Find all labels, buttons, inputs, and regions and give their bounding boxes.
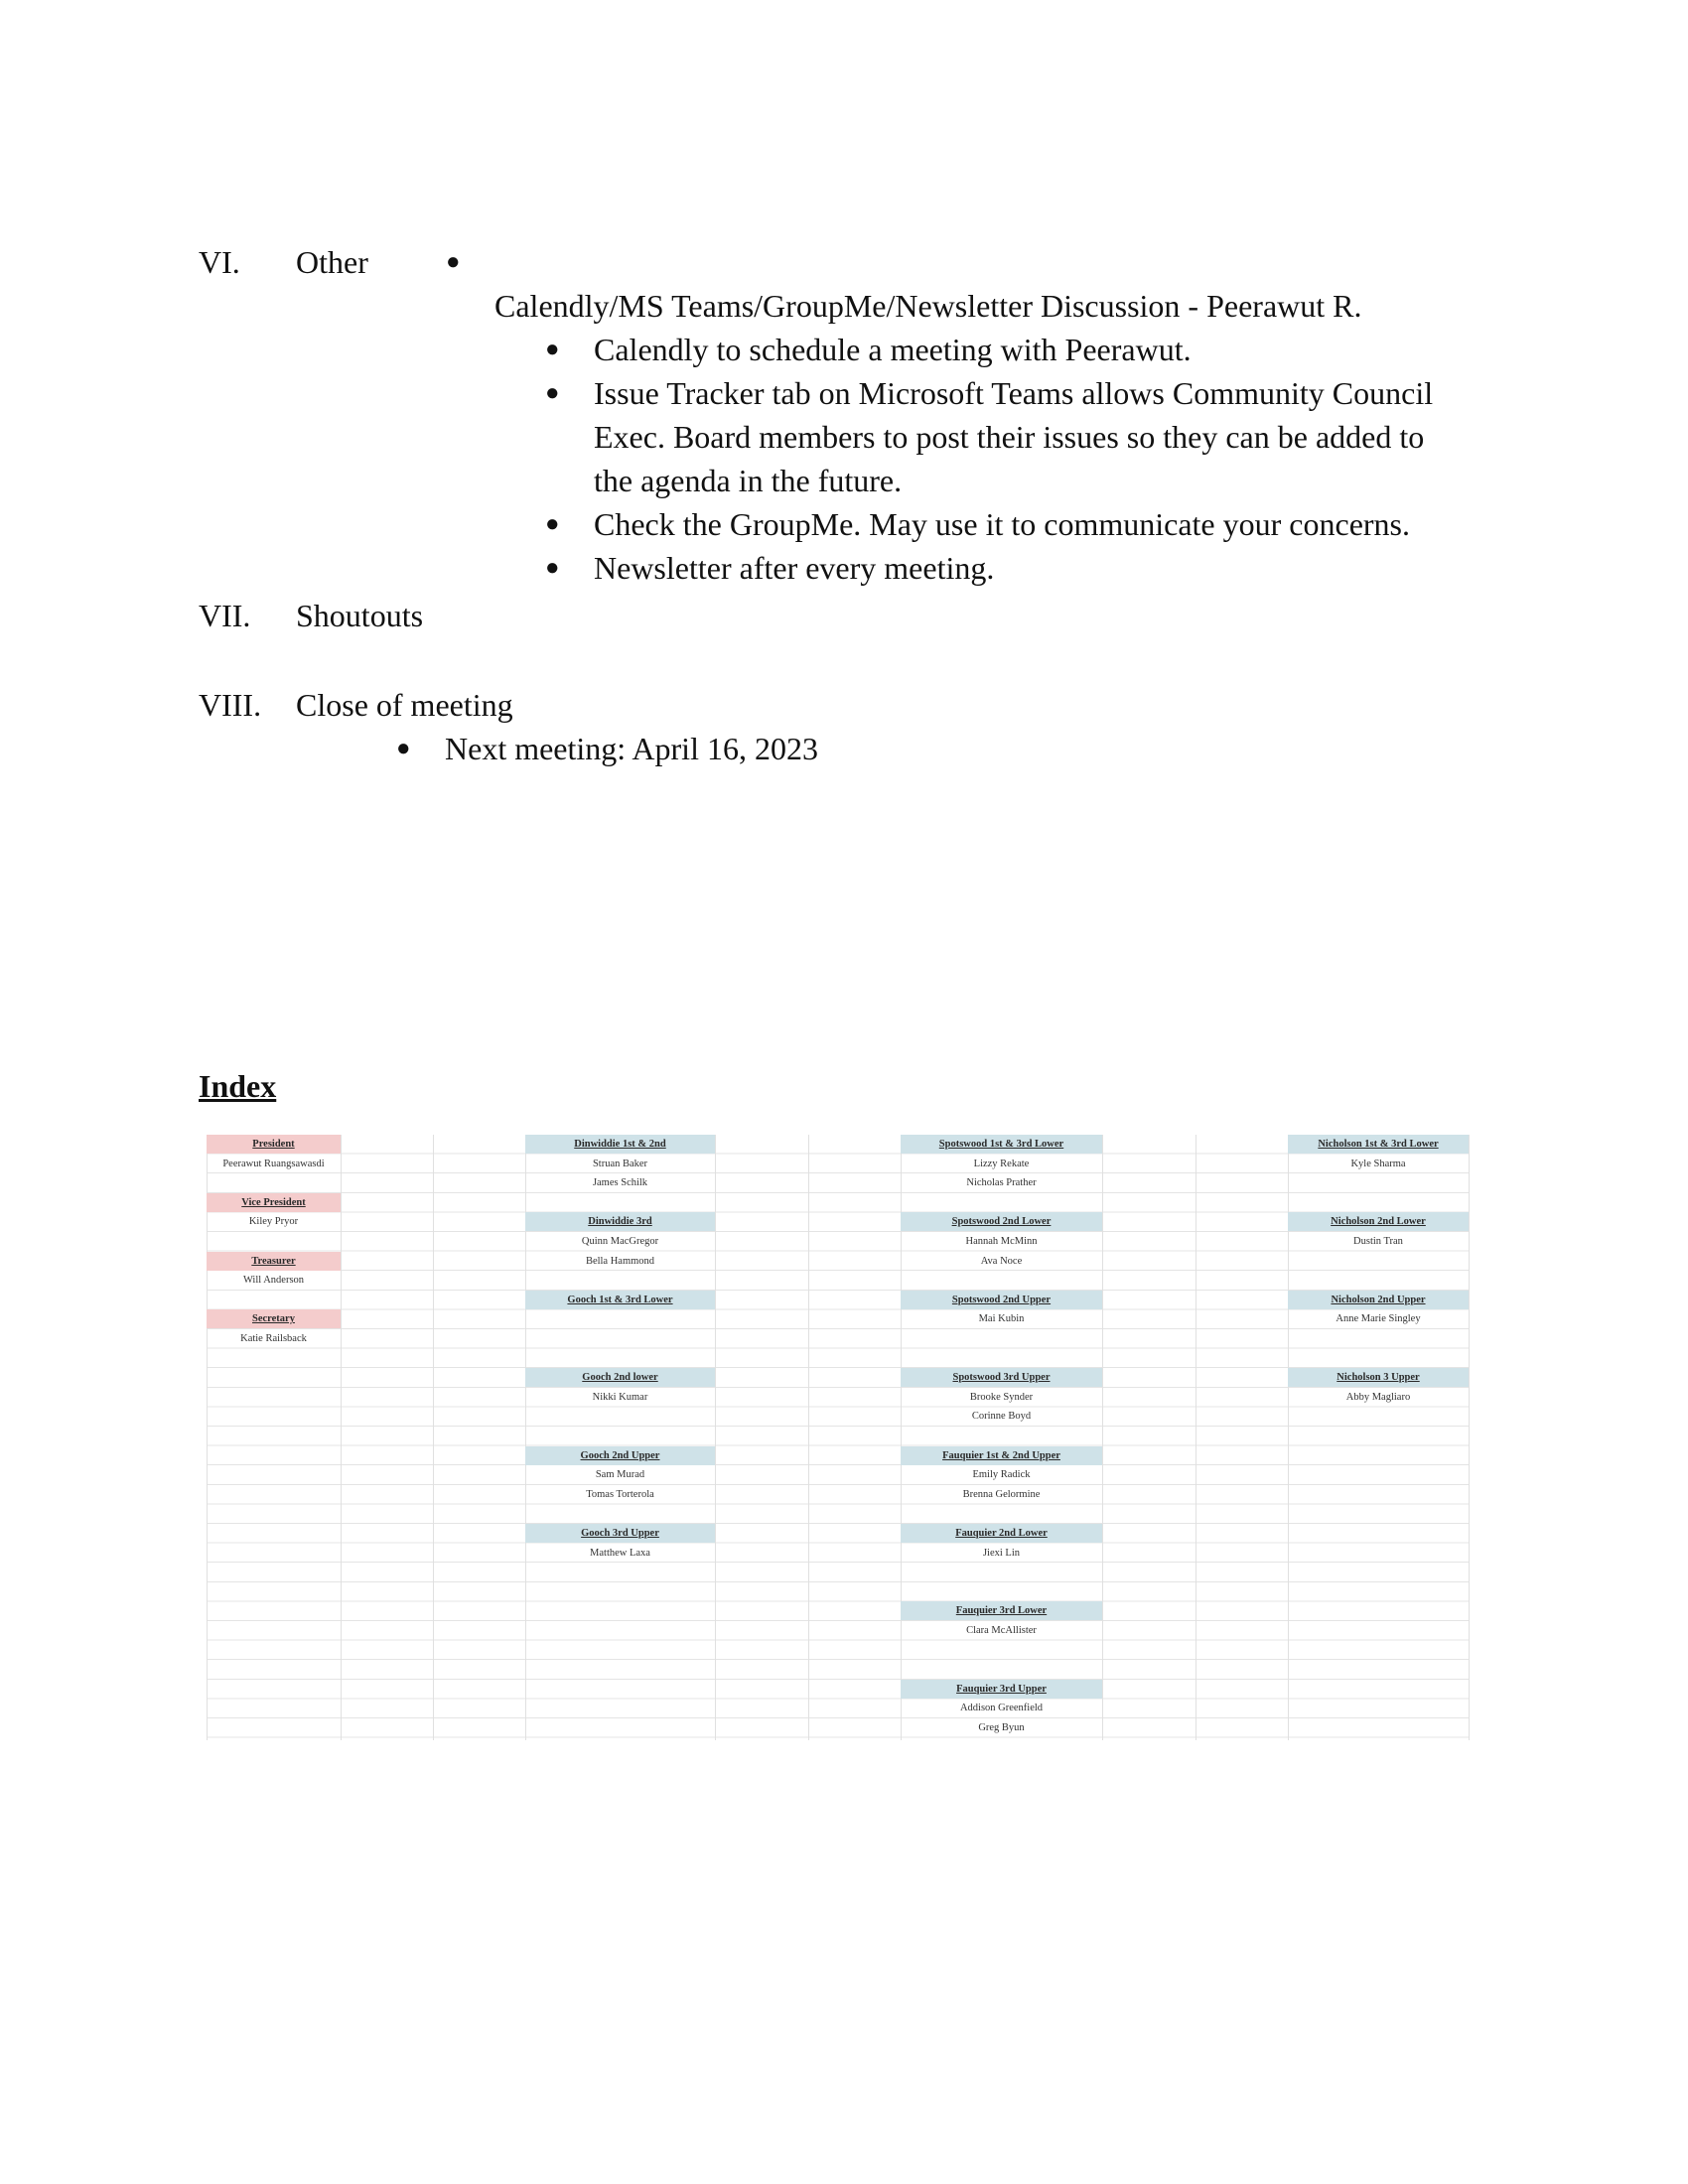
index-heading: Index <box>199 1068 277 1104</box>
hall-rep: Struan Baker <box>592 1158 648 1169</box>
officer-role: Secretary <box>207 1309 341 1328</box>
hall-rep: Hannah McMinn <box>965 1236 1038 1247</box>
hall-rep: Greg Byun <box>978 1722 1025 1733</box>
hall-header: Gooch 2nd Upper <box>525 1446 715 1465</box>
hall-rep: Lizzy Rekate <box>973 1158 1030 1169</box>
hall-header: Spotswood 2nd Upper <box>901 1291 1102 1309</box>
hall-header: Nicholson 1st & 3rd Lower <box>1288 1135 1469 1154</box>
hall-header: Nicholson 2nd Lower <box>1288 1212 1469 1231</box>
hall-header: Gooch 3rd Upper <box>525 1524 715 1543</box>
hall-header: Nicholson 2nd Upper <box>1288 1291 1469 1309</box>
hall-rep: Matthew Laxa <box>590 1547 650 1559</box>
agenda-subitem: Calendly to schedule a meeting with Peerawut. <box>594 332 1192 367</box>
hall-header: Gooch 1st & 3rd Lower <box>525 1291 715 1309</box>
hall-rep: Ava Noce <box>980 1255 1023 1267</box>
hall-rep: Brenna Gelormine <box>962 1488 1041 1500</box>
hall-header: Spotswood 1st & 3rd Lower <box>901 1135 1102 1154</box>
hall-rep: Nikki Kumar <box>592 1391 648 1403</box>
hall-rep: Nicholas Prather <box>966 1177 1037 1189</box>
hall-rep: Abby Magliaro <box>1345 1391 1411 1403</box>
agenda-subitem: Issue Tracker tab on Microsoft Teams allows Community Council <box>594 375 1434 411</box>
officer-name: Will Anderson <box>242 1275 305 1287</box>
hall-header: Dinwiddie 3rd <box>525 1212 715 1231</box>
officer-name: Peerawut Ruangsawasdi <box>222 1158 325 1169</box>
bullet-icon: ● <box>396 736 411 761</box>
hall-header: Gooch 2nd lower <box>525 1368 715 1387</box>
hall-header: Fauquier 1st & 2nd Upper <box>901 1446 1102 1465</box>
hall-header: Dinwiddie 1st & 2nd <box>525 1135 715 1154</box>
section-8-title: Close of meeting <box>296 687 513 723</box>
agenda-item: Calendly/MS Teams/GroupMe/Newsletter Discussion - Peerawut R. <box>494 288 1362 324</box>
agenda-subitem: Exec. Board members to post their issues so they can be added to <box>594 419 1425 455</box>
hall-header: Fauquier 3rd Upper <box>901 1680 1102 1699</box>
hall-rep: Bella Hammond <box>585 1255 655 1267</box>
hall-header: Fauquier 3rd Lower <box>901 1601 1102 1620</box>
section-7-number: VII. <box>199 598 251 633</box>
index-spreadsheet <box>207 1135 1470 1740</box>
hall-header: Spotswood 2nd Lower <box>901 1212 1102 1231</box>
hall-rep: Kyle Sharma <box>1350 1158 1406 1169</box>
agenda-subitem: Newsletter after every meeting. <box>594 550 995 586</box>
hall-rep: Quinn MacGregor <box>581 1236 659 1247</box>
hall-rep: Sam Murad <box>595 1469 645 1481</box>
hall-rep: Brooke Synder <box>969 1391 1034 1403</box>
officer-name: Katie Railsback <box>240 1333 307 1344</box>
officer-name: Kiley Pryor <box>248 1216 299 1228</box>
section-6-number: VI. <box>199 244 240 280</box>
hall-header: Fauquier 2nd Lower <box>901 1524 1102 1543</box>
section-8-number: VIII. <box>199 687 262 723</box>
agenda-subitem: the agenda in the future. <box>594 463 903 498</box>
hall-header: Nicholson 3 Upper <box>1288 1368 1469 1387</box>
hall-rep: Dustin Tran <box>1353 1236 1403 1247</box>
hall-rep: Anne Marie Singley <box>1336 1313 1421 1325</box>
bullet-icon: ● <box>545 555 560 581</box>
officer-role: Treasurer <box>207 1252 341 1271</box>
officer-role: Vice President <box>207 1193 341 1212</box>
bullet-icon: ● <box>446 249 461 275</box>
hall-rep: James Schilk <box>592 1177 648 1189</box>
section-7-title: Shoutouts <box>296 598 424 633</box>
hall-rep: Clara McAllister <box>966 1625 1037 1636</box>
hall-rep: Emily Radick <box>972 1469 1031 1481</box>
bullet-icon: ● <box>545 337 560 362</box>
hall-rep: Jiexi Lin <box>982 1547 1021 1559</box>
bullet-icon: ● <box>545 511 560 537</box>
hall-rep: Addison Greenfield <box>959 1703 1044 1714</box>
hall-rep: Tomas Torterola <box>586 1488 654 1500</box>
bullet-icon: ● <box>545 380 560 406</box>
agenda-item: Next meeting: April 16, 2023 <box>445 731 818 766</box>
hall-rep: Mai Kubin <box>978 1313 1025 1325</box>
agenda-subitem: Check the GroupMe. May use it to communicate your concerns. <box>594 506 1410 542</box>
hall-header: Spotswood 3rd Upper <box>901 1368 1102 1387</box>
hall-rep: Corinne Boyd <box>971 1411 1032 1423</box>
officer-role: President <box>207 1135 341 1154</box>
section-6-title: Other <box>296 244 368 280</box>
